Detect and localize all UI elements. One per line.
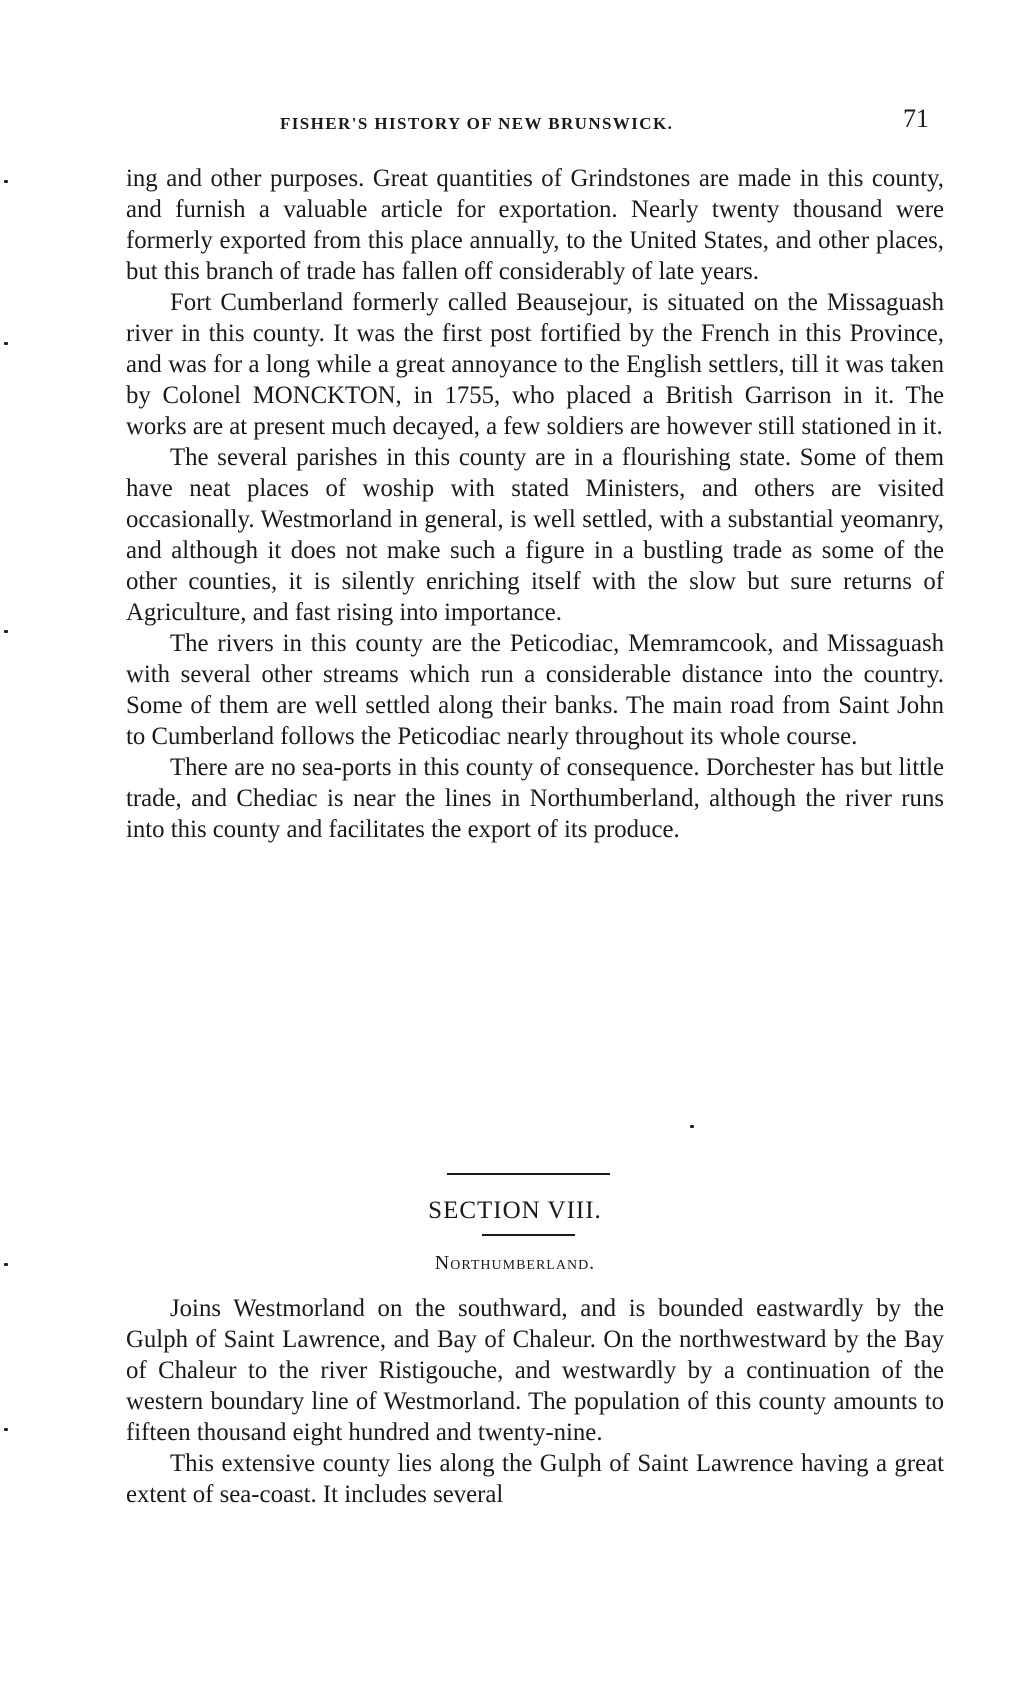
running-title: FISHER'S HISTORY OF NEW BRUNSWICK.: [280, 114, 674, 133]
paragraph: The rivers in this county are the Peticodiac, Memramcook, and Missaguash with several other streams which run a considerable distance into the country. Some of them are well settled along their banks. The main road from Saint John to Cumberland follows the Peticodiac nearly throughout its whole course.: [126, 630, 944, 750]
scan-speck: [690, 1125, 694, 1128]
heading-underline: [482, 1234, 575, 1236]
paragraph: This extensive county lies along the Gulph of Saint Lawrence having a great extent of sea-coast. It includes several: [126, 1450, 944, 1508]
scan-speck: [4, 180, 8, 183]
scan-speck: [4, 1428, 8, 1431]
paragraph: The several parishes in this county are in a flourishing state. Some of them have neat places of woship with stated Ministers, and others are visited occasionally. Westmorland in general, is well settled, with a substantial yeomanry, and although it does not make such a figure in a bustling trade as some of the other counties, it is silently enriching itself with the slow but sure returns of Agriculture, and fast rising into importance.: [126, 444, 944, 626]
paragraph: Fort Cumberland formerly called Beausejour, is situated on the Missaguash river in this county. It was the first post fortified by the French in this Province, and was for a long while a great annoyance to the English settlers, till it was taken by Colonel MONCKTON, in 1755, who placed a British Garrison in it. The works are at present much decayed, a few soldiers are however still stationed in it.: [126, 289, 944, 440]
scan-speck: [4, 1263, 8, 1266]
section-subtitle: Northumberland.: [434, 1252, 596, 1274]
scan-speck: [4, 342, 8, 345]
paragraph: Joins Westmorland on the southward, and is bounded eastwardly by the Gulph of Saint Lawrence, and Bay of Chaleur. On the northwestward by the Bay of Chaleur to the river Ristigouche, and westwardly by a continuation of the western boundary line of Westmorland. The population of this county amounts to fifteen thousand eight hundred and twenty-nine.: [126, 1295, 944, 1446]
body-text-top: [126, 163, 944, 845]
paragraph: ing and other purposes. Great quantities of Grindstones are made in this county, and furnish a valuable article for exportation. Nearly twenty thousand were formerly exported from this place annually, to the United States, and other places, but this branch of trade has fallen off considerably of late years.: [126, 165, 944, 285]
page-number: 71: [903, 104, 929, 133]
paragraph: There are no sea-ports in this county of consequence. Dorchester has but little trade, and Chediac is near the lines in Northumberland, although the river runs into this county and facilitates the export of its produce.: [126, 754, 944, 843]
section-title: SECTION VIII.: [428, 1197, 602, 1224]
scan-speck: [4, 630, 8, 633]
section-divider: [447, 1173, 610, 1175]
body-text-bottom: [126, 1293, 944, 1510]
